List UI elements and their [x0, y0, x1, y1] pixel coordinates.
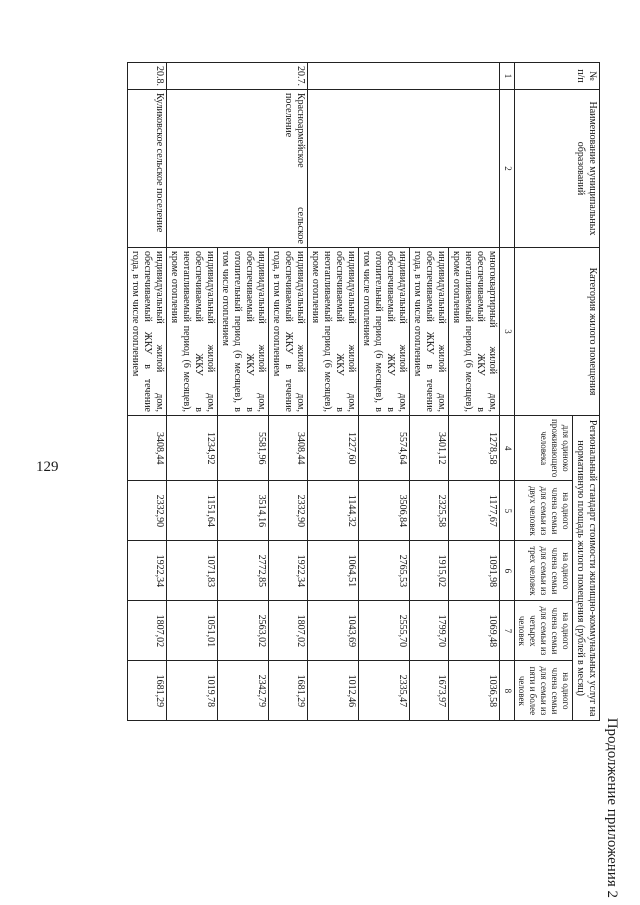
column-index: 8 [500, 661, 515, 721]
header-sub-1: для одиноко проживающего человека [515, 416, 573, 481]
municipality-name: Красноармейское сельское поселение [167, 90, 308, 248]
cost-value: 1043,69 [308, 601, 359, 661]
cost-value: 3401,12 [410, 416, 449, 481]
housing-category: индивидуальный жилой дом, обеспечиваемый ЖКУ в отопительный период (6 месяцев), в том числе отоплением [359, 248, 410, 416]
cost-value: 2772,85 [218, 541, 269, 601]
housing-category: индивидуальный жилой дом, обеспечиваемый ЖКУ в течение года, в том числе отоплением [410, 248, 449, 416]
column-index: 3 [500, 248, 515, 416]
header-category: Категория жилого помещения [515, 248, 600, 416]
housing-category: индивидуальный жилой дом, обеспечиваемый ЖКУ в неотапливаемый период (6 месяцев), кроме отопления [308, 248, 359, 416]
cost-value: 3408,44 [269, 416, 308, 481]
cost-value: 1064,51 [308, 541, 359, 601]
cost-value: 3506,84 [359, 481, 410, 541]
cost-value: 2342,79 [218, 661, 269, 721]
table-row [449, 63, 500, 721]
header-sub-4: на одного члена семьи для семьи из четырех человек [515, 601, 573, 661]
header-sub-5: на одного члена семьи для семьи из пяти и более человек [515, 661, 573, 721]
cost-value: 1069,48 [449, 601, 500, 661]
table-body [128, 63, 500, 721]
header-standard: Региональный стандарт стоимости жилищно-коммунальных услуг на нормативную площадь жилого помещения (рублей в месяц) [573, 416, 600, 721]
housing-category: многоквартирный жилой дом, обеспечиваемый ЖКУ в неотапливаемый период (6 месяцев), кроме отопления [449, 248, 500, 416]
cost-value: 1922,34 [269, 541, 308, 601]
row-number [308, 63, 500, 90]
cost-value: 1807,02 [128, 601, 167, 661]
rotated-page-content [30, 54, 620, 904]
cost-value: 1177,67 [449, 481, 500, 541]
row-number: 20.8. [128, 63, 167, 90]
cost-value: 1144,32 [308, 481, 359, 541]
cost-value: 1807,02 [269, 601, 308, 661]
cost-value: 3408,44 [128, 416, 167, 481]
header-sub-3: на одного члена семьи для семьи из трех человек [515, 541, 573, 601]
page-number: 129 [36, 459, 59, 475]
housing-category: индивидуальный жилой дом, обеспечиваемый ЖКУ в отопительный период (6 месяцев), в том числе отоплением [218, 248, 269, 416]
municipality-name [308, 90, 500, 248]
housing-category: индивидуальный жилой дом, обеспечиваемый ЖКУ в неотапливаемый период (6 месяцев), кроме отопления [167, 248, 218, 416]
cost-value: 1922,34 [128, 541, 167, 601]
column-index: 6 [500, 541, 515, 601]
column-index-row [500, 63, 515, 721]
column-index: 2 [500, 90, 515, 248]
cost-value: 1091,98 [449, 541, 500, 601]
cost-value: 1012,46 [308, 661, 359, 721]
cost-value: 2765,53 [359, 541, 410, 601]
row-number: 20.7. [167, 63, 308, 90]
cost-value: 1681,29 [128, 661, 167, 721]
column-index: 1 [500, 63, 515, 90]
cost-value: 1278,58 [449, 416, 500, 481]
cost-value: 2332,90 [128, 481, 167, 541]
cost-value: 1799,70 [410, 601, 449, 661]
cost-value: 1071,83 [167, 541, 218, 601]
cost-value: 1051,01 [167, 601, 218, 661]
cost-value: 5581,96 [218, 416, 269, 481]
cost-value: 1151,64 [167, 481, 218, 541]
header-no: № п/п [515, 63, 600, 90]
cost-value: 1234,92 [167, 416, 218, 481]
table-row [128, 63, 167, 721]
cost-value: 3514,16 [218, 481, 269, 541]
cost-value: 1681,29 [269, 661, 308, 721]
cost-value: 1673,97 [410, 661, 449, 721]
cost-value: 1019,78 [167, 661, 218, 721]
cost-value: 2335,47 [359, 661, 410, 721]
cost-value: 2563,02 [218, 601, 269, 661]
housing-category: индивидуальный жилой дом, обеспечиваемый ЖКУ в течение года, в том числе отоплением [269, 248, 308, 416]
cost-value: 2325,58 [410, 481, 449, 541]
column-index: 7 [500, 601, 515, 661]
housing-category: индивидуальный жилой дом, обеспечиваемый ЖКУ в течение года, в том числе отоплением [128, 248, 167, 416]
cost-value: 5574,64 [359, 416, 410, 481]
cost-value: 1036,58 [449, 661, 500, 721]
cost-value: 2332,90 [269, 481, 308, 541]
cost-value: 1227,60 [308, 416, 359, 481]
cost-value: 1915,02 [410, 541, 449, 601]
appendix-title: Продолжение приложения 2 [604, 717, 620, 898]
table-row [269, 63, 308, 721]
column-index: 4 [500, 416, 515, 481]
cost-value: 2555,70 [359, 601, 410, 661]
header-sub-2: на одного члена семьи для семьи из двух человек [515, 481, 573, 541]
column-index: 5 [500, 481, 515, 541]
housing-cost-standard-table [127, 62, 600, 721]
municipality-name: Куликовское сельское поселение [128, 90, 167, 248]
header-name: Наименование муниципальных образований [515, 90, 600, 248]
